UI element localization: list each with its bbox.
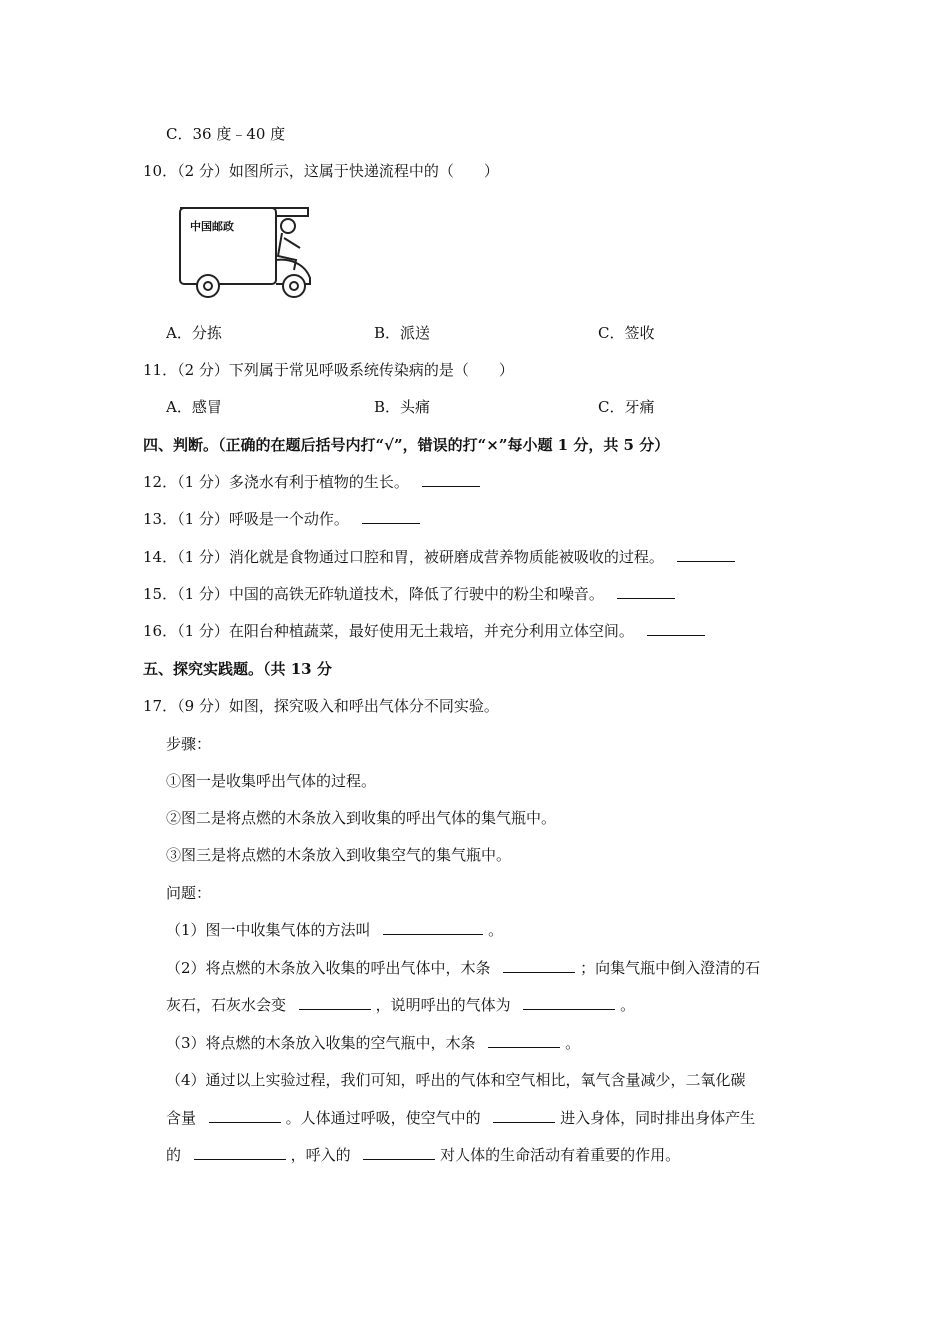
q17-part-2-line-2 [166,995,635,1015]
truck-label: 中国邮政 [190,220,234,233]
answer-blank[interactable] [362,509,420,524]
q17-part-1-text: （1）图一中收集气体的方法叫 [166,921,371,939]
answer-blank[interactable] [617,584,675,599]
q17-part-3-end: 。 [565,1034,581,1052]
q17-part-4-line-3 [166,1145,680,1165]
answer-blank[interactable] [488,1033,560,1048]
q11-option-b[interactable]: B．头痛 [374,398,431,416]
q17-part-1 [166,920,503,940]
answer-blank[interactable] [647,621,705,636]
q17-part-1-end: 。 [488,921,504,939]
q17-stem: 17．（9 分）如图，探究吸入和呼出气体分不同实验。 [143,697,499,715]
q10-option-c[interactable]: C．签收 [598,324,655,342]
q10-option-b[interactable]: B．派送 [374,324,431,342]
section-5-title: 五、探究实践题。（共 13 分 [143,660,332,678]
judge-item-15 [143,584,675,604]
judge-item-13 [143,509,420,529]
answer-blank[interactable] [503,958,575,973]
q17-part-3-text: （3）将点燃的木条放入收集的空气瓶中，木条 [166,1034,476,1052]
judge-item-text: 15．（1 分）中国的高铁无砟轨道技术，降低了行驶中的粉尘和噪音。 [143,585,604,603]
q17-part-2-text-c: 灰石，石灰水会变 [166,996,287,1014]
answer-blank[interactable] [209,1108,281,1123]
postal-truck-illustration [170,200,316,300]
q17-part-4-text-g: 对人体的生命活动有着重要的作用。 [440,1146,681,1164]
q17-part-2-line-1 [166,958,760,978]
q17-step-3: ③图三是将点燃的木条放入到收集空气的集气瓶中。 [166,846,512,864]
judge-item-text: 16．（1 分）在阳台种植蔬菜，最好使用无土栽培，并充分利用立体空间。 [143,622,634,640]
judge-item-text: 12．（1 分）多浇水有利于植物的生长。 [143,473,409,491]
q9-option-c: C．36 度﹣40 度 [166,125,286,143]
q17-part-4-text-d: 进入身体，同时排出身体产生 [560,1109,756,1127]
q17-part-2-text-a: （2）将点燃的木条放入收集的呼出气体中，木条 [166,959,491,977]
q17-part-2-text-b: ；向集气瓶中倒入澄清的石 [580,959,761,977]
q11-option-c[interactable]: C．牙痛 [598,398,655,416]
judge-item-text: 14．（1 分）消化就是食物通过口腔和胃，被研磨成营养物质能被吸收的过程。 [143,548,664,566]
answer-blank[interactable] [194,1145,286,1160]
q17-step-2: ②图二是将点燃的木条放入到收集的呼出气体的集气瓶中。 [166,809,557,827]
q11-option-a[interactable]: A．感冒 [166,398,222,416]
q17-part-4-text-c: 。人体通过呼吸，使空气中的 [285,1109,481,1127]
answer-blank[interactable] [383,920,483,935]
answer-blank[interactable] [523,995,615,1010]
q17-part-3 [166,1033,580,1053]
judge-item-16 [143,621,705,641]
answer-blank[interactable] [363,1145,435,1160]
q17-part-4-text-e: 的 [166,1146,182,1164]
q17-part-2-end: 。 [620,996,636,1014]
q17-part-4-line-1: （4）通过以上实验过程，我们可知，呼出的气体和空气相比，氧气含量减少，二氧化碳 [166,1071,746,1089]
q17-questions-label: 问题： [166,884,212,902]
answer-blank[interactable] [422,472,480,487]
q10-option-a[interactable]: A．分拣 [166,324,222,342]
judge-item-text: 13．（1 分）呼吸是一个动作。 [143,510,349,528]
judge-item-12 [143,472,480,492]
answer-blank[interactable] [299,995,371,1010]
q17-step-1: ①图一是收集呼出气体的过程。 [166,772,377,790]
answer-blank[interactable] [493,1108,555,1123]
q17-part-4-text-f: ，呼入的 [290,1146,351,1164]
answer-blank[interactable] [677,547,735,562]
section-4-title: 四、判断。（正确的在题后括号内打“√”，错误的打“×”每小题 1 分，共 5 分） [143,436,670,454]
q17-part-2-text-d: ，说明呼出的气体为 [375,996,511,1014]
judge-item-14 [143,547,735,567]
q17-steps-label: 步骤： [166,735,212,753]
q17-part-4-text-b: 含量 [166,1109,197,1127]
q10-stem: 10．（2 分）如图所示，这属于快递流程中的（ ） [143,162,499,180]
q17-part-4-line-2 [166,1108,755,1128]
q11-stem: 11．（2 分）下列属于常见呼吸系统传染病的是（ ） [143,361,514,379]
